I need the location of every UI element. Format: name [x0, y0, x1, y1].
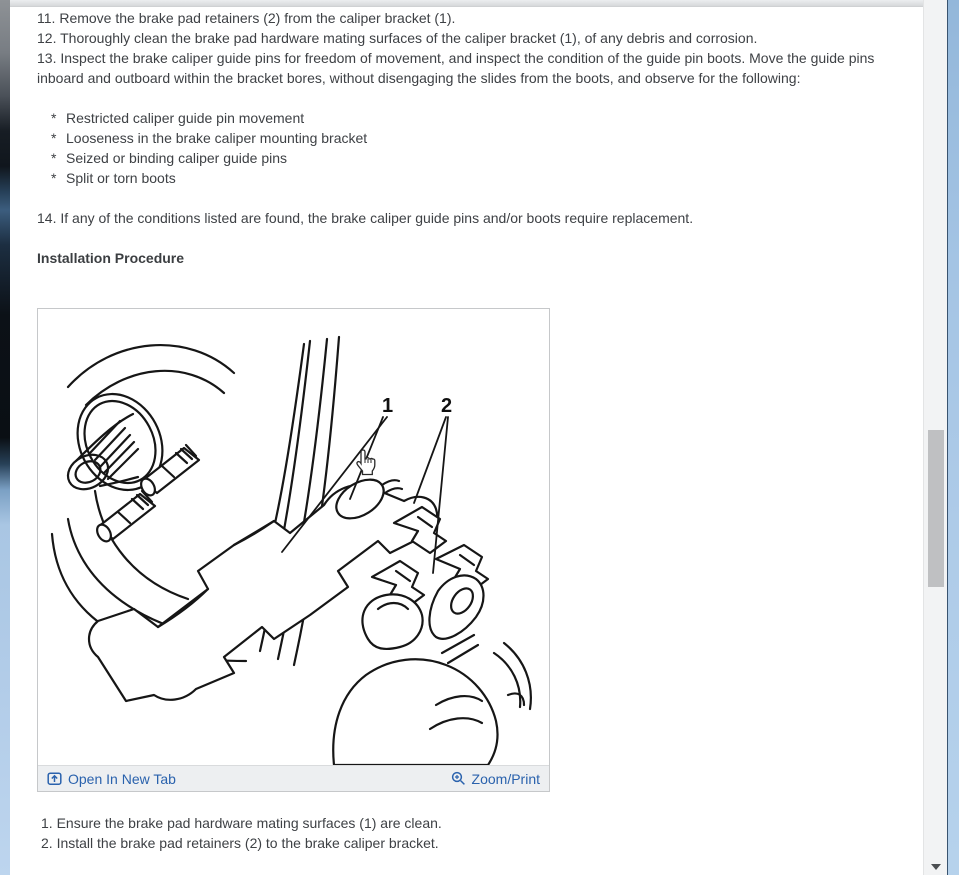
step-number: 2.	[41, 835, 53, 851]
step-text: Inspect the brake caliper guide pins for freedom of movement, and inspect the condition of the guide pin boots. Move the guide pins inboard and outboard within the bracket bores, without disengaging the slides from the boots, and observe for the following:	[37, 50, 875, 86]
procedure-text	[37, 8, 909, 268]
step-13	[37, 48, 909, 88]
zoom-print-label: Zoom/Print	[471, 770, 540, 787]
step-number: 13.	[37, 50, 57, 66]
inspection-bullet-list	[37, 108, 909, 188]
installation-steps	[41, 813, 901, 853]
line-art-svg	[38, 309, 549, 765]
step-number: 11.	[37, 10, 56, 26]
list-item	[51, 168, 909, 188]
step-12	[37, 28, 909, 48]
step-14	[37, 208, 909, 228]
part-label-2: 2	[441, 395, 453, 417]
bullet-text: Split or torn boots	[66, 170, 176, 186]
step-number: 1.	[41, 815, 53, 831]
list-item	[51, 148, 909, 168]
step-1	[41, 813, 901, 833]
bullet-text: Seized or binding caliper guide pins	[66, 150, 288, 166]
step-text: Install the brake pad retainers (2) to the brake caliper bracket.	[56, 835, 439, 851]
list-item	[51, 108, 909, 128]
step-11	[37, 8, 909, 28]
figure-frame	[37, 308, 550, 792]
step-2	[41, 833, 901, 853]
brake-caliper-illustration	[38, 309, 549, 765]
step-number: 14.	[37, 210, 57, 226]
bullet-marker: *	[51, 110, 57, 126]
vertical-scrollbar[interactable]	[923, 0, 947, 875]
scroll-down-button[interactable]	[924, 859, 948, 875]
desktop-background-right-strip	[947, 0, 959, 875]
step-number: 12.	[37, 30, 57, 46]
step-text: Thoroughly clean the brake pad hardware mating surfaces of the caliper bracket (1), of any debris and corrosion.	[60, 30, 758, 46]
zoom-in-icon	[451, 771, 466, 786]
open-in-new-tab-icon	[47, 771, 62, 786]
zoom-print-link[interactable]	[451, 771, 540, 787]
bullet-marker: *	[51, 150, 57, 166]
page-top-bar	[10, 0, 947, 7]
hand-cursor-icon	[354, 448, 378, 478]
bullet-text: Restricted caliper guide pin movement	[66, 110, 305, 126]
open-in-new-tab-label: Open In New Tab	[68, 770, 176, 787]
list-item	[51, 128, 909, 148]
desktop-background-left-strip	[0, 0, 10, 875]
bullet-marker: *	[51, 130, 57, 146]
chevron-down-icon	[931, 864, 941, 870]
section-heading: Installation Procedure	[37, 250, 185, 266]
step-text: Remove the brake pad retainers (2) from the caliper bracket (1).	[59, 10, 456, 26]
bullet-text: Looseness in the brake caliper mounting bracket	[66, 130, 368, 146]
open-in-new-tab-link[interactable]	[47, 771, 176, 787]
step-text: If any of the conditions listed are found, the brake caliper guide pins and/or boots require replacement.	[60, 210, 694, 226]
bullet-marker: *	[51, 170, 57, 186]
scrollbar-thumb[interactable]	[928, 430, 944, 587]
figure-footer-bar	[38, 765, 549, 791]
step-text: Ensure the brake pad hardware mating surfaces (1) are clean.	[56, 815, 442, 831]
part-label-1: 1	[382, 395, 394, 417]
